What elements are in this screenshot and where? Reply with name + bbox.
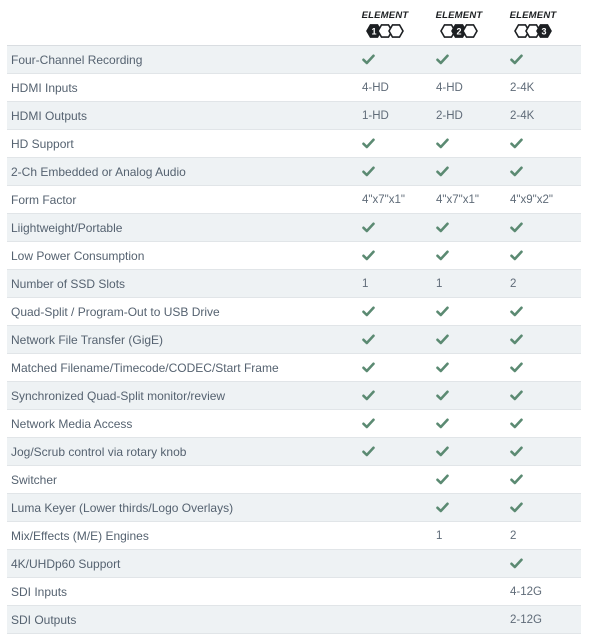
feature-label: Network File Transfer (GigE) <box>11 332 164 347</box>
check-icon <box>510 362 523 373</box>
table-row <box>7 606 581 634</box>
cell-value: 1 <box>436 277 443 290</box>
cell-value: 2 <box>510 529 517 542</box>
element-2-logo <box>431 10 487 42</box>
cell-value: 2-HD <box>436 109 463 122</box>
check-icon <box>362 334 375 345</box>
table-row <box>7 466 581 494</box>
cell-value: 4"x7"x1" <box>436 193 479 206</box>
table-row <box>7 74 581 102</box>
check-icon <box>510 390 523 401</box>
check-icon <box>510 418 523 429</box>
table-row <box>7 46 581 74</box>
table-row <box>7 102 581 130</box>
cell-value: 4-HD <box>436 81 463 94</box>
feature-label: Matched Filename/Timecode/CODEC/Start Frame <box>11 360 279 375</box>
comparison-table <box>7 7 581 634</box>
check-icon <box>510 222 523 233</box>
cell-value: 1 <box>436 529 443 542</box>
check-icon <box>362 166 375 177</box>
product-wordmark: ELEMENT <box>361 10 409 21</box>
check-icon <box>510 54 523 65</box>
table-row <box>7 354 581 382</box>
cell-value: 2-4K <box>510 81 535 94</box>
check-icon <box>436 362 449 373</box>
check-icon <box>510 474 523 485</box>
check-icon <box>362 222 375 233</box>
check-icon <box>436 166 449 177</box>
cell-value: 2 <box>510 277 517 290</box>
cell-value: 2-4K <box>510 109 535 122</box>
feature-label: Four-Channel Recording <box>11 52 143 67</box>
feature-label: Number of SSD Slots <box>11 276 126 291</box>
product-number: 1 <box>371 26 377 37</box>
check-icon <box>436 474 449 485</box>
check-icon <box>436 306 449 317</box>
table-row <box>7 522 581 550</box>
table-row <box>7 382 581 410</box>
check-icon <box>362 250 375 261</box>
check-icon <box>362 418 375 429</box>
table-row <box>7 158 581 186</box>
check-icon <box>510 334 523 345</box>
hexagon-cluster-icon <box>513 22 553 40</box>
feature-label: HDMI Inputs <box>11 80 78 95</box>
check-icon <box>510 446 523 457</box>
check-icon <box>510 166 523 177</box>
feature-label: 2-Ch Embedded or Analog Audio <box>11 164 186 179</box>
product-number: 2 <box>456 26 462 37</box>
check-icon <box>362 138 375 149</box>
product-wordmark: ELEMENT <box>435 10 483 21</box>
cell-value: 2-12G <box>510 613 542 626</box>
feature-label: Mix/Effects (M/E) Engines <box>11 528 149 543</box>
table-row <box>7 298 581 326</box>
feature-label: HD Support <box>11 136 74 151</box>
check-icon <box>510 502 523 513</box>
feature-label: Liightweight/Portable <box>11 220 123 235</box>
check-icon <box>362 390 375 401</box>
check-icon <box>436 138 449 149</box>
feature-label: Network Media Access <box>11 416 133 431</box>
table-row <box>7 326 581 354</box>
element-3-logo <box>505 10 561 42</box>
table-row <box>7 578 581 606</box>
feature-label: Jog/Scrub control via rotary knob <box>11 444 187 459</box>
feature-label: Form Factor <box>11 192 77 207</box>
table-row <box>7 214 581 242</box>
table-row <box>7 242 581 270</box>
feature-label: 4K/UHDp60 Support <box>11 556 121 571</box>
product-number: 3 <box>541 26 547 37</box>
cell-value: 1 <box>362 277 369 290</box>
feature-label: Low Power Consumption <box>11 248 145 263</box>
check-icon <box>436 222 449 233</box>
check-icon <box>362 362 375 373</box>
feature-label: Switcher <box>11 472 58 487</box>
feature-label: HDMI Outputs <box>11 108 88 123</box>
table-row <box>7 186 581 214</box>
feature-label: SDI Outputs <box>11 612 77 627</box>
check-icon <box>436 446 449 457</box>
table-row <box>7 550 581 578</box>
check-icon <box>436 418 449 429</box>
check-icon <box>510 306 523 317</box>
hexagon-cluster-icon <box>439 22 479 40</box>
product-wordmark: ELEMENT <box>509 10 557 21</box>
table-row <box>7 410 581 438</box>
cell-value: 4"x9"x2" <box>510 193 553 206</box>
cell-value: 4-12G <box>510 585 542 598</box>
table-row <box>7 438 581 466</box>
check-icon <box>510 250 523 261</box>
check-icon <box>362 306 375 317</box>
check-icon <box>436 502 449 513</box>
feature-label: SDI Inputs <box>11 584 68 599</box>
table-body <box>7 46 581 634</box>
hexagon-outline <box>463 25 477 37</box>
element-1-logo <box>357 10 413 42</box>
table-row <box>7 270 581 298</box>
check-icon <box>362 446 375 457</box>
check-icon <box>436 390 449 401</box>
cell-value: 1-HD <box>362 109 389 122</box>
check-icon <box>362 54 375 65</box>
feature-label: Luma Keyer (Lower thirds/Logo Overlays) <box>11 500 234 515</box>
hexagon-outline <box>389 25 403 37</box>
check-icon <box>436 250 449 261</box>
feature-label: Synchronized Quad-Split monitor/review <box>11 388 226 403</box>
table-row <box>7 130 581 158</box>
cell-value: 4"x7"x1" <box>362 193 405 206</box>
table-row <box>7 494 581 522</box>
check-icon <box>510 558 523 569</box>
check-icon <box>436 54 449 65</box>
hexagon-cluster-icon <box>365 22 405 40</box>
check-icon <box>436 334 449 345</box>
cell-value: 4-HD <box>362 81 389 94</box>
feature-label: Quad-Split / Program-Out to USB Drive <box>11 304 220 319</box>
check-icon <box>510 138 523 149</box>
table-header <box>7 7 581 46</box>
